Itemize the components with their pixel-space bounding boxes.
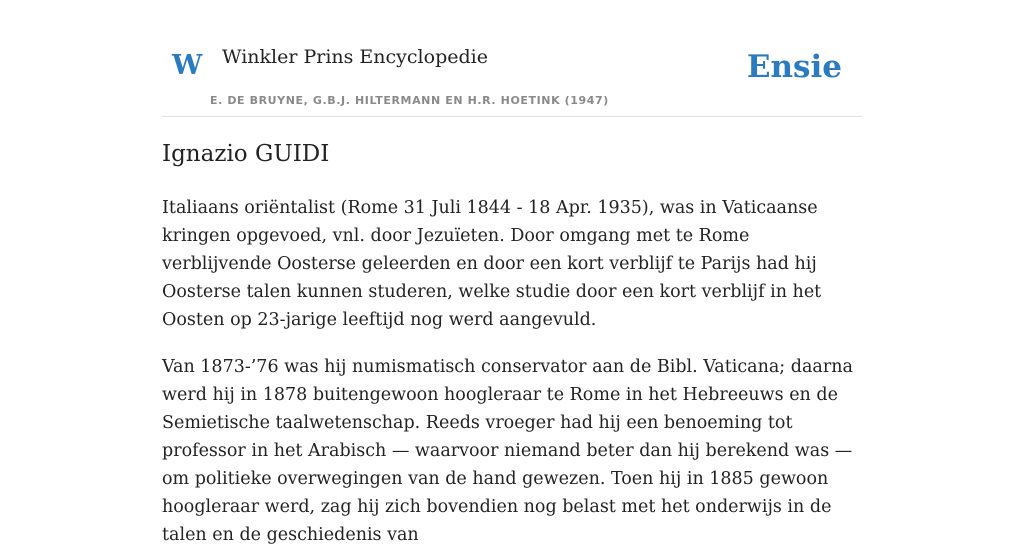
winkler-prins-logo[interactable]: W <box>172 50 203 81</box>
article-paragraph: Van 1873-’76 was hij numismatisch conservator aan de Bibl. Vaticana; daarna werd hij in 1878 buitengewoon hoogleraar te Rome in het Hebreeuws en de Semietische taalwetenschap. Reeds vroeger had hij een benoeming tot professor in het Arabisch — waarvoor niemand beter dan hij berekend was — om politieke overwegingen van de hand gewezen. Toen hij in 1885 gewoon hoogleraar werd, zag hij zich bovendien nog belast met het onderwijs in de talen en de geschiedenis van <box>162 357 853 545</box>
site-header <box>162 0 862 117</box>
article-title: Ignazio GUIDI <box>162 141 330 167</box>
article-paragraph: Italiaans oriëntalist (Rome 31 Juli 1844 - 18 Apr. 1935), was in Vaticaanse kringen opgevoed, vnl. door Jezuïeten. Door omgang met te Rome verblijvende Oosterse geleerden en door een kort verblijf te Parijs had hij Oosterse talen kunnen studeren, welke studie door een kort verblijf in het Oosten op 23-jarige leeftijd nog werd aangevuld. <box>162 198 822 330</box>
ensie-logo[interactable]: Ensie <box>746 49 842 85</box>
encyclopedia-authors: E. DE BRUYNE, G.B.J. HILTERMANN EN H.R. HOETINK (1947) <box>210 94 609 107</box>
article <box>162 138 864 549</box>
encyclopedia-title-link[interactable]: Winkler Prins Encyclopedie <box>222 46 488 68</box>
